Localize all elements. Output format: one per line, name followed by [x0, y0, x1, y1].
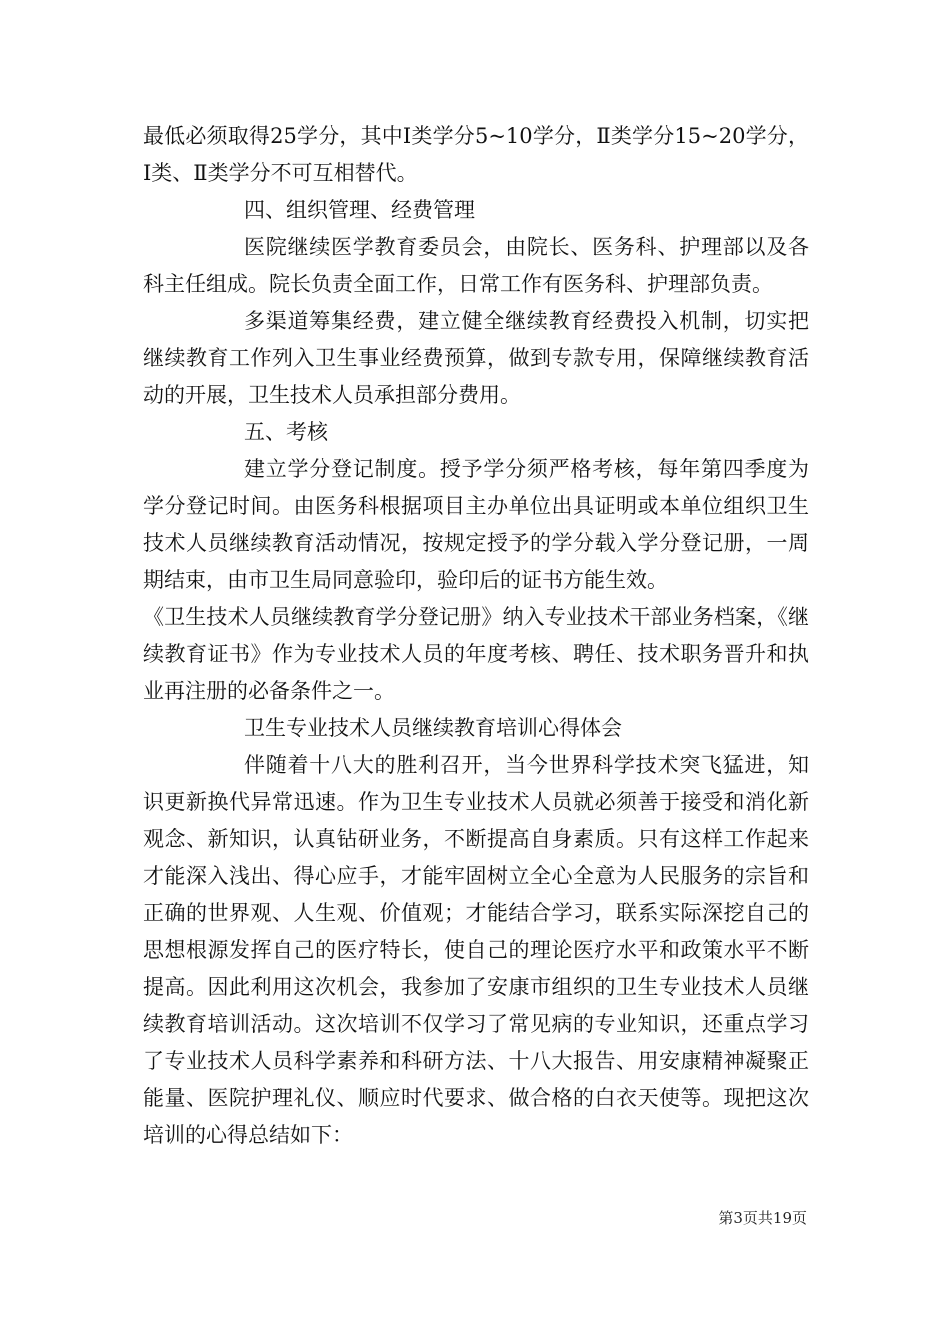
page-number-footer: 第3页共19页 [718, 1209, 807, 1227]
paragraph-reflection-body: 伴随着十八大的胜利召开，当今世界科学技术突飞猛进，知识更新换代异常迅速。作为卫生专业技术人员就必须善于接受和消化新观念、新知识，认真钻研业务，不断提高自身素质。只有这样工作起来才能深入浅出、得心应手，才能牢固树立全心全意为人民服务的宗旨和正确的世界观、人生观、价值观；才能结合学习，联系实际深挖自己的思想根源发挥自己的医疗特长，使自己的理论医疗水平和政策水平不断提高。因此利用这次机会，我参加了安康市组织的卫生专业技术人员继续教育培训活动。这次培训不仅学习了常见病的专业知识，还重点学习了专业技术人员科学素养和科研方法、十八大报告、用安康精神凝聚正能量、医院护理礼仪、顺应时代要求、做合格的白衣天使等。现把这次培训的心得总结如下： [143, 753, 809, 1147]
paragraph-credit-registration: 建立学分登记制度。授予学分须严格考核，每年第四季度为学分登记时间。由医务科根据项目主办单位出具证明或本单位组织卫生技术人员继续教育活动情况，按规定授予的学分载入学分登记册，一周期结束，由市卫生局同意验印，验印后的证书方能生效。 [143, 457, 809, 592]
section-heading-assessment: 五、考核 [244, 420, 328, 444]
paragraph-credit-requirement: 最低必须取得25学分，其中Ⅰ类学分5~10学分，Ⅱ类学分15~20学分，Ⅰ类、Ⅱ类学分不可互相替代。 [143, 124, 809, 185]
section-heading-organization: 四、组织管理、经费管理 [244, 198, 475, 222]
paragraph-funding: 多渠道筹集经费，建立健全继续教育经费投入机制，切实把继续教育工作列入卫生事业经费预算，做到专款专用，保障继续教育活动的开展，卫生技术人员承担部分费用。 [143, 309, 809, 407]
paragraph-committee: 医院继续医学教育委员会，由院长、医务科、护理部以及各科主任组成。院长负责全面工作，日常工作有医务科、护理部负责。 [143, 235, 809, 296]
paragraph-registration-book: 《卫生技术人员继续教育学分登记册》纳入专业技术干部业务档案，《继续教育证书》作为专业技术人员的年度考核、聘任、技术职务晋升和执业再注册的必备条件之一。 [143, 605, 809, 703]
section-heading-reflection: 卫生专业技术人员继续教育培训心得体会 [244, 716, 622, 740]
document-body [143, 118, 809, 1154]
